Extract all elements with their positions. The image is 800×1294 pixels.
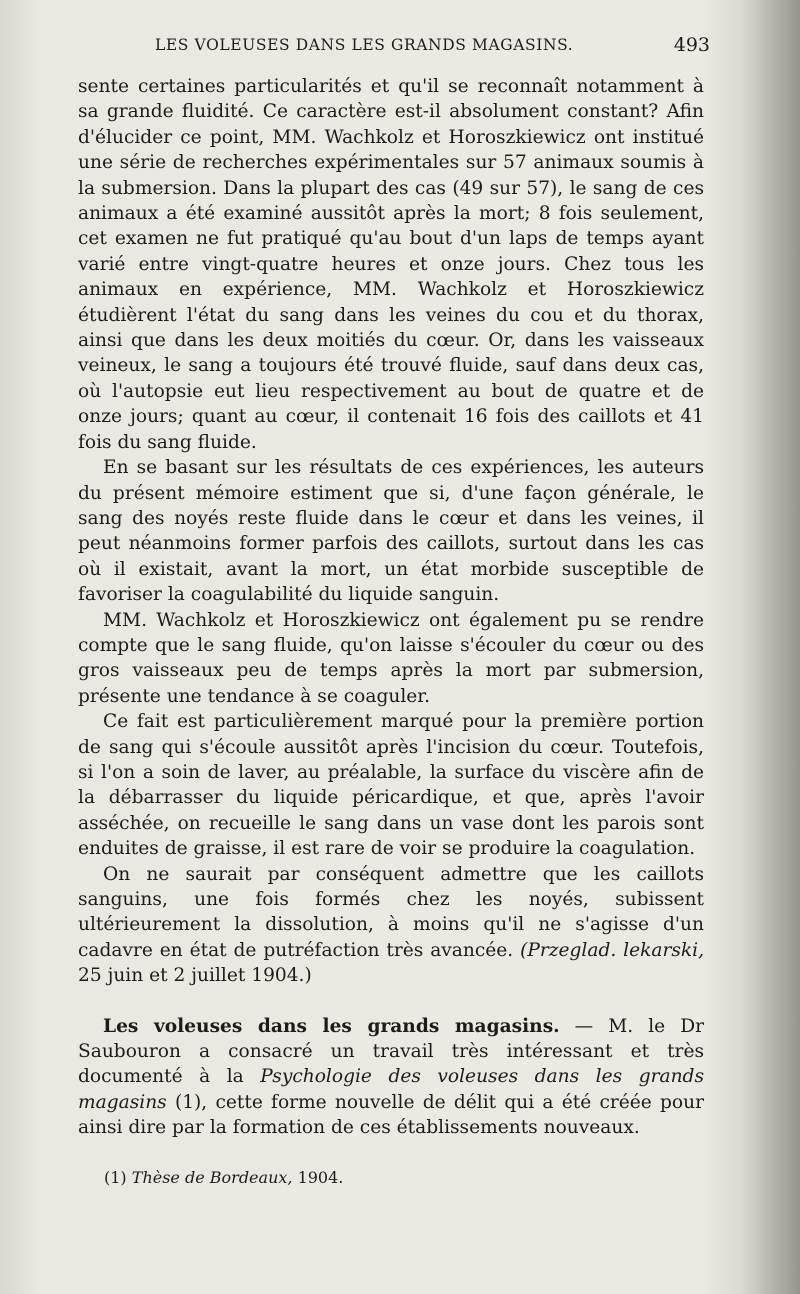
source-date: 25 juin et 2 juillet 1904.)	[78, 965, 312, 987]
section-text-b: (1), cette forme nouvelle de délit qui a été créée pour ainsi dire par la formation de ces établissements nouveaux.	[78, 1091, 704, 1139]
paragraph-conclusion	[78, 862, 704, 989]
section-heading: Les voleuses dans les grands magasins.	[103, 1015, 560, 1037]
section-gap	[78, 989, 704, 1014]
running-head-title: LES VOLEUSES DANS LES GRANDS MAGASINS.	[155, 36, 574, 54]
footnote-text: Thèse de Bordeaux,	[131, 1168, 293, 1187]
paragraph-incision: Ce fait est particulièrement marqué pour la première portion de sang qui s'écoule aussitôt après l'incision du cœur. Toutefois, si l'on a soin de laver, au préalable, la surface du viscère afin de la débarrasser du liquide péricardique, et que, après l'avoir asséchée, on recueille le sang dans un vase dont les parois sont enduites de graisse, il est rare de voir se produire la coagulation.	[78, 711, 704, 860]
work-title: Psychologie des voleuses dans les grands magasins	[78, 1066, 704, 1113]
paragraph-results: En se basant sur les résultats de ces expériences, les auteurs du présent mémoire estiment que si, d'une façon générale, le sang des noyés reste fluide dans le cœur et dans les veines, il peut néanmoins former parfois des caillots, surtout dans les cas où il existait, avant la mort, un état morbide susceptible de favoriser la coagulabilité du liquide sanguin.	[78, 457, 704, 606]
source-citation: (Przeglad. lekarski,	[520, 939, 704, 961]
conclusion-text: On ne saurait par conséquent admettre que les caillots sanguins, une fois formés chez les noyés, subissent ultérieurement la dissolution, à moins qu'il ne s'agisse d'un cadavre en état de putréfaction très avancée.	[78, 863, 704, 961]
paragraph-new-section	[78, 1014, 704, 1141]
paragraph-continuation: sente certaines particularités et qu'il se reconnaît notamment à sa grande fluidité. Ce caractère est-il absolument constant? Afin d'élucider ce point, MM. Wachkolz et Horoszkiewicz ont institué une série de recherches expérimentales sur 57 animaux soumis à la submersion. Dans la plupart des cas (49 sur 57), le sang de ces animaux a été examiné aussitôt après la mort; 8 fois seulement, cet examen ne fut pratiqué qu'au bout d'un laps de temps ayant varié entre vingt-quatre heures et onze jours. Chez tous les animaux en expérience, MM. Wachkolz et Horoszkiewicz étudièrent l'état du sang dans les veines du cou et du thorax, ainsi que dans les deux moitiés du cœur. Or, dans les vaisseaux veineux, le sang a toujours été trouvé fluide, sauf dans deux cas, où l'autopsie eut lieu respectivement au bout de quatre et de onze jours; quant au cœur, il contenait 16 fois des caillots et 41 fois du sang fluide.	[78, 76, 704, 453]
footnote-year: 1904.	[292, 1168, 344, 1187]
body-text	[78, 74, 704, 1141]
page-number: 493	[673, 34, 710, 56]
footnote-marker: (1)	[104, 1168, 127, 1187]
footnote	[104, 1168, 704, 1187]
paragraph-coagulation: MM. Wachkolz et Horoszkiewicz ont également pu se rendre compte que le sang fluide, qu'on laisse s'écouler du cœur ou des gros vaisseaux peu de temps après la mort par submersion, présente une tendance à se coaguler.	[78, 609, 704, 707]
section-text-a: — M. le Dr Saubouron a consacré un travail très intéressant et très documenté à la	[78, 1015, 704, 1088]
